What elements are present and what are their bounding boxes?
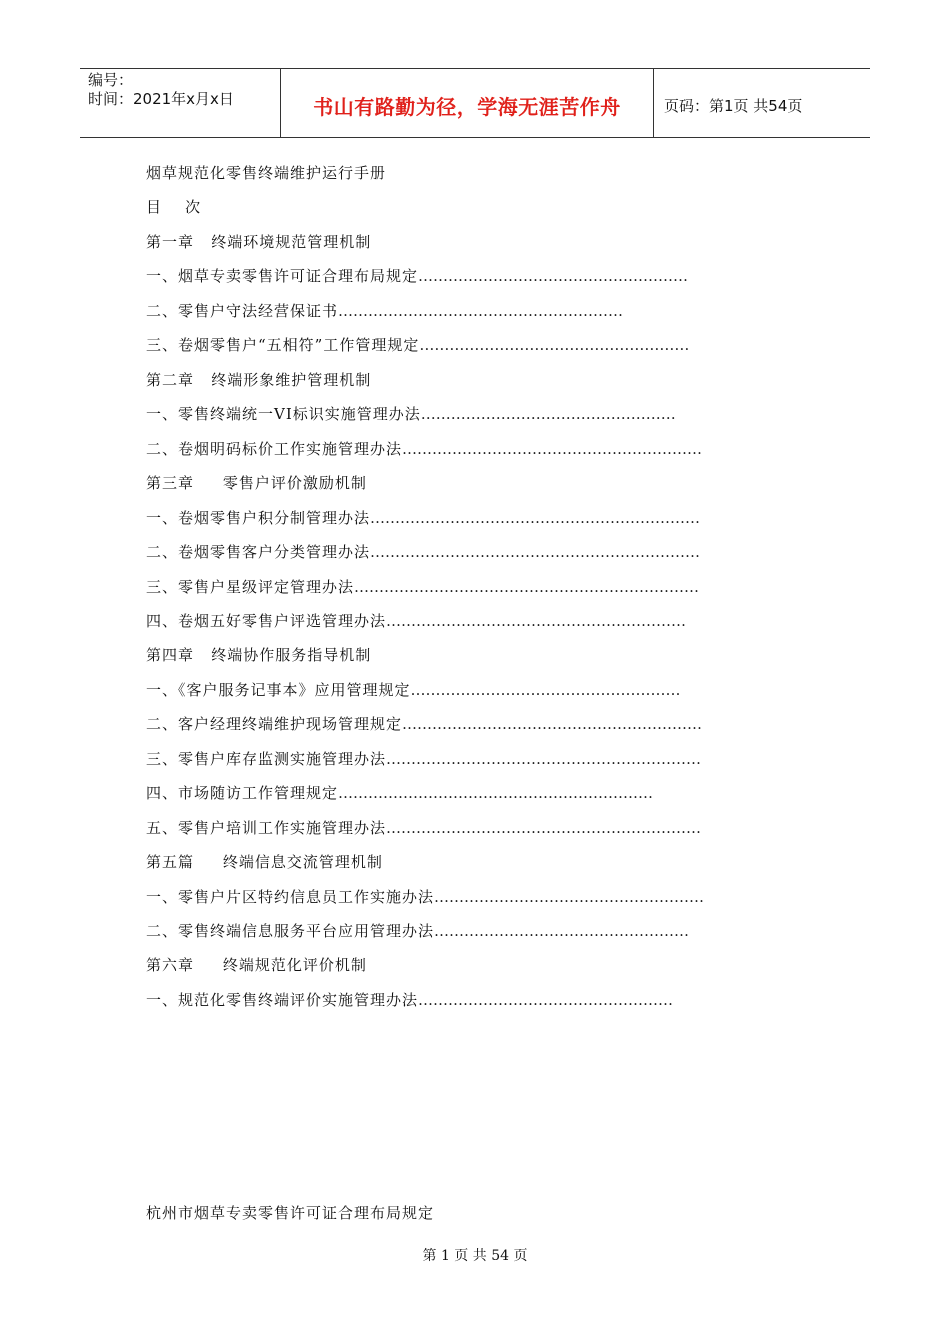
toc-entry-title: 一、《客户服务记事本》应用管理规定 [146,680,411,699]
toc-entry-leader: ………………………………………………………… [370,543,701,562]
toc-entry-title: 一、零售终端统一VI标识实施管理办法 [146,405,421,424]
toc-entry-leader: ……………………………………………… [419,336,690,355]
document-title: 烟草规范化零售终端维护运行手册 [146,164,387,182]
toc-entry-leader: ……………………………………………… [418,267,689,286]
toc-entry [146,748,701,769]
toc-entry [146,989,673,1010]
toc-entry-title: 第六章 终端规范化评价机制 [146,956,367,975]
toc-entry-title: 二、卷烟明码标价工作实施管理办法 [146,439,403,458]
document-header [80,68,870,138]
toc-entry [146,472,367,493]
toc-entry-title: 三、卷烟零售户“五相符”工作管理规定 [146,336,420,355]
toc-entry-title: 四、市场随访工作管理规定 [146,784,339,803]
toc-entry-title: 第二章 终端形象维护管理机制 [146,370,372,389]
toc-entry-leader: ……………………………………………… [410,680,681,699]
toc-entry-title: 第五篇 终端信息交流管理机制 [146,853,383,872]
toc-entry-title: 三、零售户星级评定管理办法 [146,577,355,596]
toc-entry-leader: …………………………………………………………… [354,577,700,596]
toc-entry [146,886,704,907]
toc-entry-title: 三、零售户库存监测实施管理办法 [146,749,387,768]
toc-entry-leader: ……………………………………………………… [338,784,654,803]
toc-entry-leader: …………………………………………………… [402,439,703,458]
toc-entry [146,300,623,321]
toc-entry-leader: ……………………………………………… [434,887,705,906]
toc-entry-leader: ………………………………………………………… [370,508,701,527]
serial-label: 编号： [88,71,134,89]
body-heading: 杭州市烟草专卖零售许可证合理布局规定 [146,1204,435,1222]
toc-entry-title: 一、卷烟零售户积分制管理办法 [146,508,371,527]
toc-entry-title: 一、烟草专卖零售许可证合理布局规定 [146,267,419,286]
toc-entry-leader: …………………………………………………… [402,715,703,734]
toc-entry-title: 一、规范化零售终端评价实施管理办法 [146,990,419,1009]
toc-entry-title: 四、卷烟五好零售户评选管理办法 [146,611,387,630]
toc-entry [146,334,689,355]
toc-entry-title: 二、零售户守法经营保证书 [146,301,339,320]
header-motto: 书山有路勤为径，学海无涯苦作舟 [281,69,654,137]
toc-entry [146,265,688,286]
toc-entry [146,817,701,838]
toc-entry-title: 五、零售户培训工作实施管理办法 [146,818,387,837]
toc-entry [146,438,702,459]
toc-heading: 目 次 [146,198,202,216]
toc-entry [146,920,689,941]
toc-entry [146,954,367,975]
header-page-info: 页码：第1页 共54页 [664,96,803,115]
toc-entry [146,782,653,803]
toc-entry [146,369,371,390]
toc-entry-title: 第三章 零售户评价激励机制 [146,474,367,493]
toc-entry-leader: …………………………………………… [434,922,690,940]
page-footer: 第 1 页 共 54 页 [422,1248,528,1264]
toc-entry-title: 第四章 终端协作服务指导机制 [146,646,372,665]
header-meta [80,69,281,137]
toc-entry-title: 二、客户经理终端维护现场管理规定 [146,715,403,734]
toc-entry-title: 二、零售终端信息服务平台应用管理办法 [146,922,435,940]
toc-entry-leader: ……………………………………………………… [386,749,702,768]
toc-entry [146,576,699,597]
toc-entry-leader: ……………………………………………………… [386,818,702,837]
toc-entry [146,610,686,631]
toc-entry [146,713,702,734]
toc-entry-leader: …………………………………………… [418,990,674,1009]
toc-entry [146,541,700,562]
toc-entry [146,403,676,424]
toc-entry-leader: …………………………………………… [420,405,676,424]
time-label: 时间：2021年x月x日 [88,90,234,108]
toc-entry-title: 一、零售户片区特约信息员工作实施办法 [146,887,435,906]
toc-entry-leader: …………………………………………………… [386,611,687,630]
toc-entry [146,507,700,528]
toc-entry [146,679,681,700]
toc-entry-title: 第一章 终端环境规范管理机制 [146,233,372,251]
toc-entry [146,231,371,252]
toc-entry [146,644,371,665]
toc-entry-leader: ………………………………………………… [338,301,624,320]
toc-entry-title: 二、卷烟零售客户分类管理办法 [146,543,371,562]
toc-entry [146,851,383,872]
